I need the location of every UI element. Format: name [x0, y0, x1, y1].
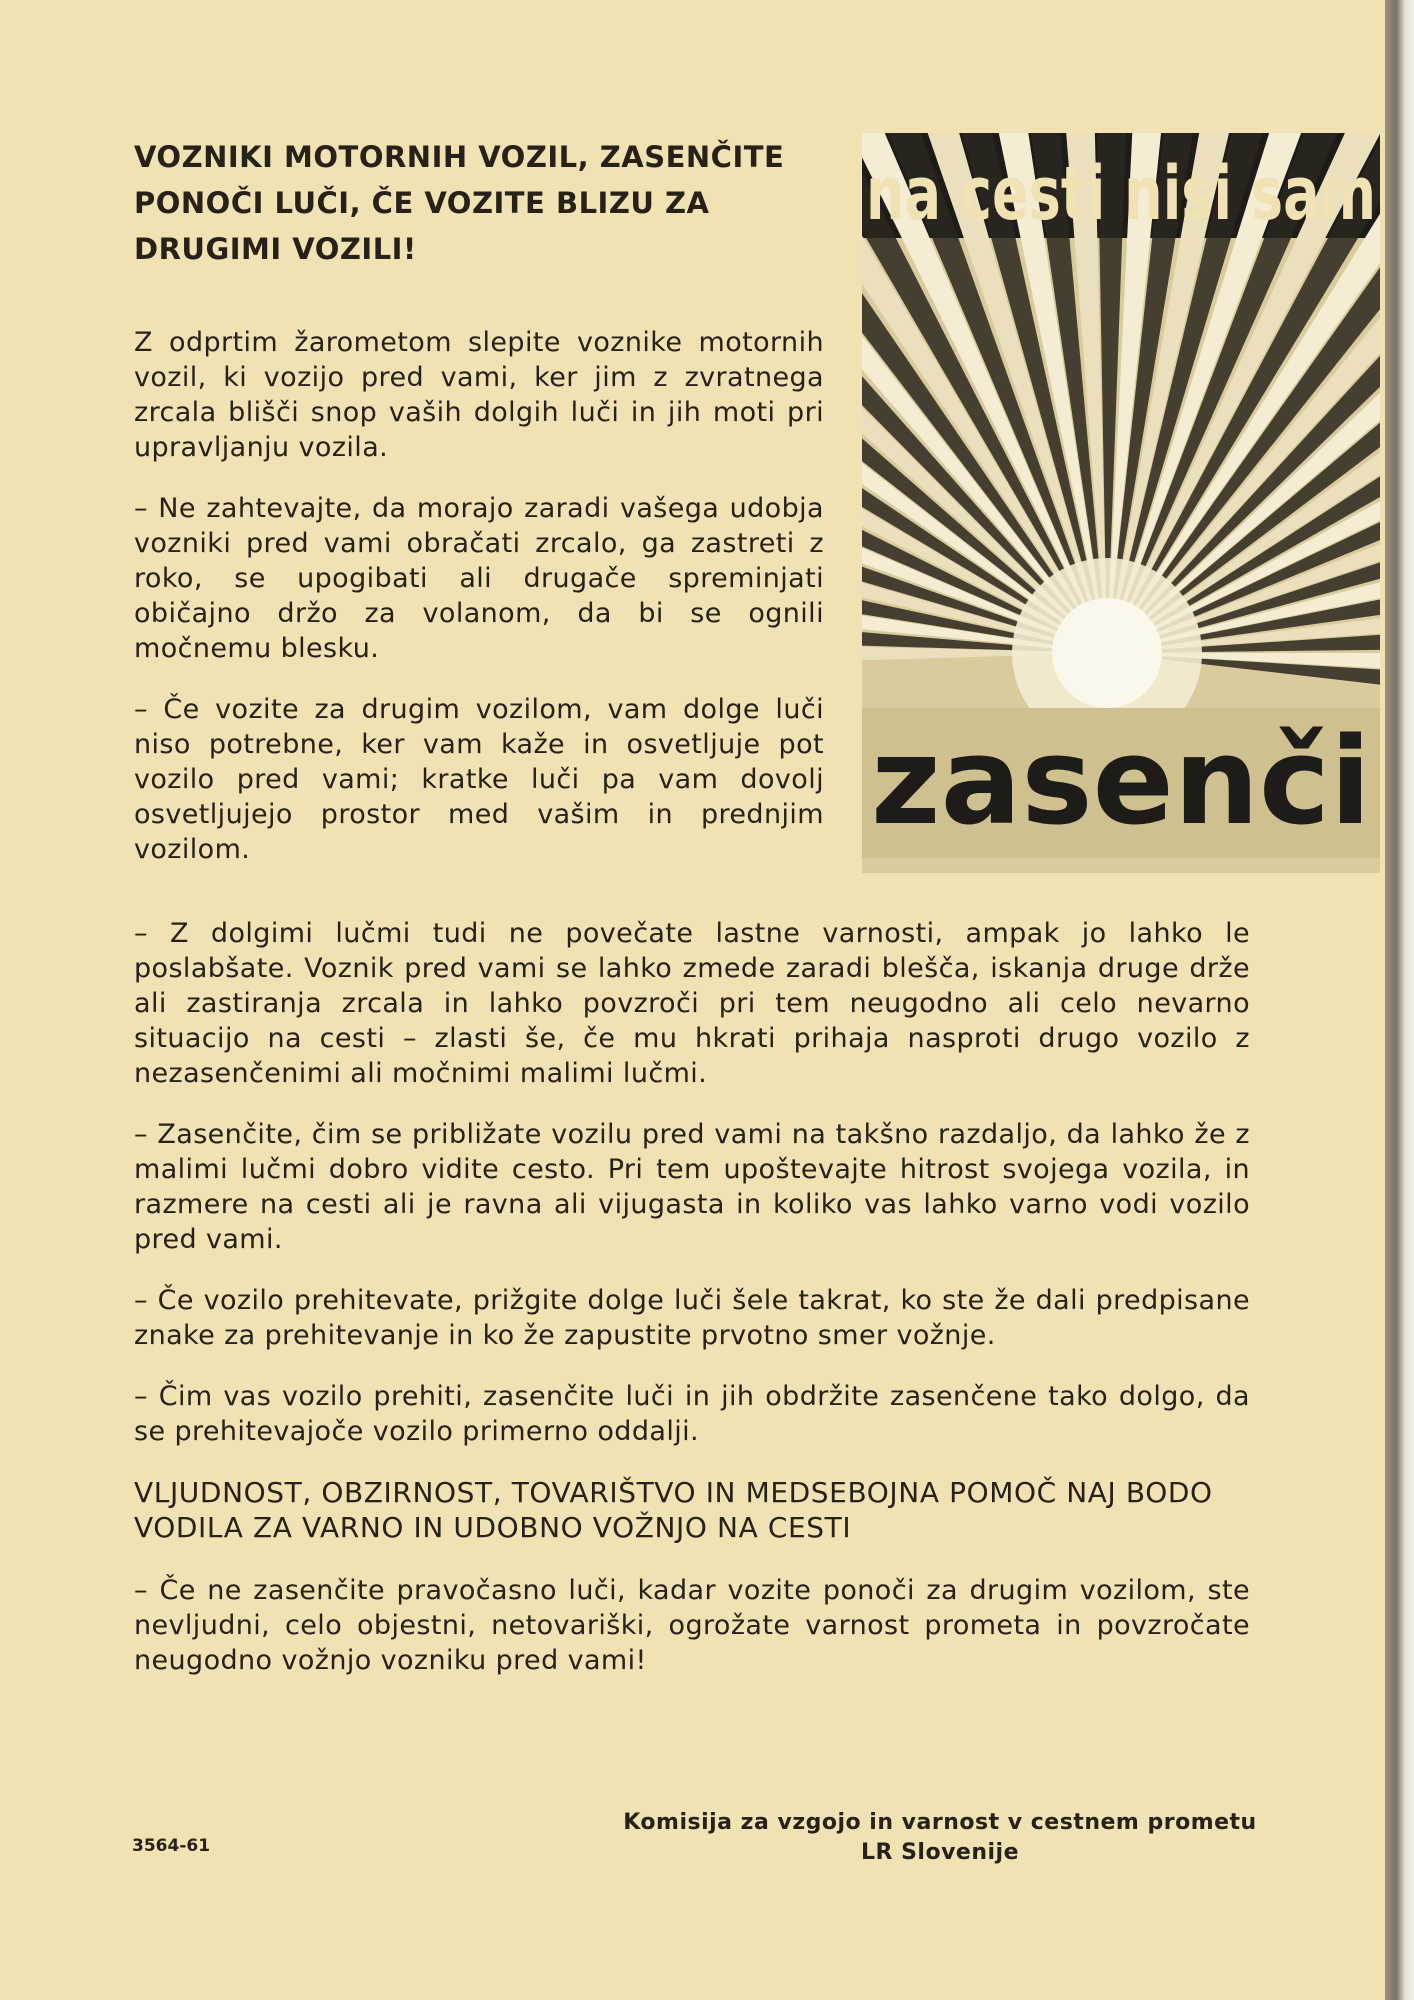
- paragraph: Z odprtim žarometom slepite voznike motornih vozil, ki vozijo pred vami, ker jim z zvratnega zrcala blišči snop vaših dolgih luči in jih moti pri upravljanju vozila.: [134, 327, 824, 463]
- issuer-line-2: LR Slovenije: [860, 1840, 1020, 1865]
- headline: VOZNIKI MOTORNIH VOZIL, ZASENČITE PONOČI LUČI, ČE VOZITE BLIZU ZA DRUGIMI VOZILI!: [134, 140, 785, 266]
- page-edge: [1385, 0, 1414, 2000]
- poster-slogan: zasenči: [871, 713, 1371, 852]
- poster-image: [862, 133, 1380, 873]
- paragraph: – Z dolgimi lučmi tudi ne povečate lastne varnosti, ampak jo lahko le poslabšate. Voznik pred vami se lahko zmede zaradi blešča, iskanja druge drže ali zastiranja zrcala in lahko povzroči pri tem neugodno ali celo nevarno situacijo na cesti – zlasti še, če mu hkrati prihaja nasproti drugo vozilo z nezasenčenimi ali močnimi malimi lučmi.: [134, 918, 1250, 1089]
- issuer: [500, 1808, 1380, 1868]
- print-code: 3564-61: [132, 1836, 211, 1856]
- paragraph: – Če vozite za drugim vozilom, vam dolge luči niso potrebne, ker vam kaže in osvetljuje pot vozilo pred vami; kratke luči pa vam dovolj osvetljujejo prostor med vašim in prednjim vozilom.: [134, 694, 824, 865]
- poster-graphic: [862, 133, 1380, 873]
- closing-paragraph: – Če ne zasenčite pravočasno luči, kadar vozite ponoči za drugim vozilom, ste nevljudni, celo objestni, netovariški, ogrožate varnost prometa in povzročate neugodno vožnjo vozniku pred vami!: [134, 1575, 1250, 1676]
- main-text: [134, 916, 1250, 1704]
- intro-column: [134, 325, 824, 893]
- slogan: VLJUDNOST, OBZIRNOST, TOVARIŠTVO IN MEDSEBOJNA POMOČ NAJ BODO VODILA ZA VARNO IN UDOBNO VOŽNJO NA CESTI: [134, 1476, 1213, 1544]
- paragraph: – Ne zahtevajte, da morajo zaradi vašega udobja vozniki pred vami obračati zrcalo, ga zastreti z roko, se upogibati ali drugače spreminjati običajno držo za volanom, da bi se ognili močnemu blesku.: [134, 493, 824, 664]
- paragraph: – Če vozilo prehitevate, prižgite dolge luči šele takrat, ko ste že dali predpisane znake za prehitevanje in ko že zapustite prvotno smer vožnje.: [134, 1285, 1250, 1351]
- paragraph: – Zasenčite, čim se približate vozilu pred vami na takšno razdaljo, da lahko že z malimi lučmi dobro vidite cesto. Pri tem upoštevajte hitrost svojega vozila, in razmere na cesti ali je ravna ali vijugasta in koliko vas lahko varno vodi vozilo pred vami.: [134, 1119, 1250, 1255]
- poster-title: na cesti nisi sam: [866, 151, 1376, 237]
- issuer-line-1: Komisija za vzgojo in varnost v cestnem prometu: [623, 1810, 1257, 1835]
- paragraph: – Čim vas vozilo prehiti, zasenčite luči in jih obdržite zasenčene tako dolgo, da se prehitevajoče vozilo primerno oddalji.: [134, 1381, 1250, 1447]
